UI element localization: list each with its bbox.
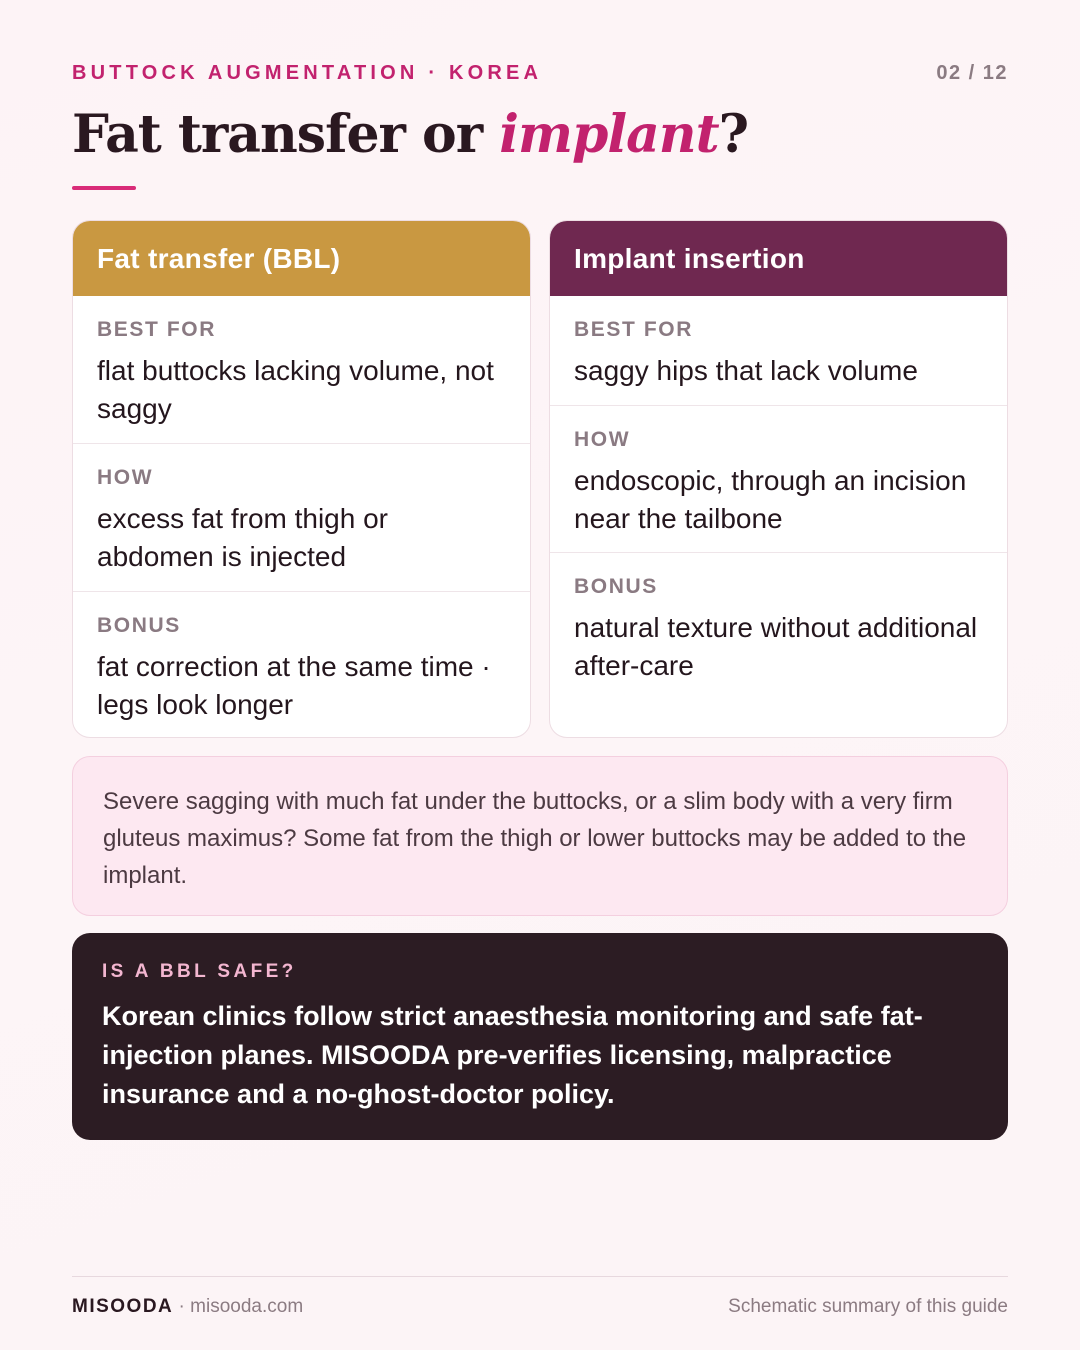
implant-bonus-value: natural texture without additional after-care [574,612,978,681]
implant-how-value: endoscopic, through an incision near the tailbone [574,465,967,534]
footer [72,1276,1008,1336]
fat-transfer-card-title: Fat transfer (BBL) [73,221,530,296]
brand-name: MISOODA [72,1296,174,1317]
fat-bonus-row [73,592,530,738]
brand-url[interactable]: misooda.com [190,1296,304,1317]
implant-how-label: HOW [574,428,631,451]
implant-best-for-value: saggy hips that lack volume [574,355,918,386]
title-accent: implant [499,104,719,165]
fat-best-for-label: BEST FOR [97,318,216,341]
fat-bonus-value: fat correction at the same time · legs look longer [97,651,491,720]
fat-best-for-row [73,296,530,444]
title-underline [72,186,136,190]
top-bar [72,62,1008,88]
implant-bonus-label: BONUS [574,575,658,598]
page-title [72,104,748,165]
implant-how-row [550,406,1007,553]
implant-best-for-label: BEST FOR [574,318,693,341]
fat-how-label: HOW [97,466,154,489]
footer-brand [72,1296,303,1318]
section-kicker: BUTTOCK AUGMENTATION · KOREA [72,62,543,84]
safety-panel [72,933,1008,1140]
combination-note: Severe sagging with much fat under the buttocks, or a slim body with a very firm gluteus maximus? Some fat from the thigh or lower buttocks may be added to the implant. [72,756,1008,916]
title-end: ? [718,104,749,165]
title-main: Fat transfer or [72,104,500,165]
footer-caption: Schematic summary of this guide [728,1296,1008,1317]
brand-separator: · [173,1296,191,1317]
implant-card-title: Implant insertion [550,221,1007,296]
safety-label: IS A BBL SAFE? [102,961,297,982]
safety-text: Korean clinics follow strict anaesthesia monitoring and safe fat-injection planes. MISOODA pre-verifies licensing, malpractice insurance and a no-ghost-doctor policy. [102,1001,923,1109]
implant-best-for-row [550,296,1007,406]
fat-how-value: excess fat from thigh or abdomen is injected [97,503,389,572]
fat-transfer-card [72,220,531,738]
page-counter: 02 / 12 [936,62,1008,84]
implant-card [549,220,1008,738]
fat-best-for-value: flat buttocks lacking volume, not saggy [97,355,494,424]
fat-how-row [73,444,530,592]
fat-bonus-label: BONUS [97,614,181,637]
guide-page [72,0,1008,1350]
implant-bonus-row [550,553,1007,738]
